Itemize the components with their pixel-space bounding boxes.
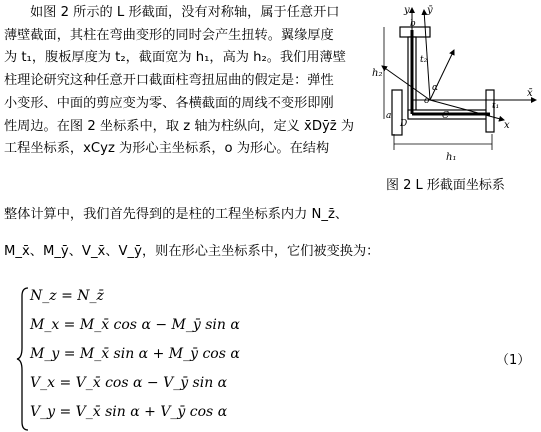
paragraph-line: M_x̄、M_ȳ、V_x̄、V_ȳ，则在形心主坐标系中，它们被变换为： <box>4 244 380 259</box>
paragraph-line: 为 t₁，腹板厚度为 t₂，截面宽为 h₁，高为 h₂。我们用薄壁 <box>4 50 346 66</box>
equation-system <box>16 286 296 432</box>
equation-number: （1） <box>496 353 531 368</box>
equation-line: M_y = M_x̄ sin α + M_ȳ cos α <box>30 346 240 362</box>
dimension-label: b <box>410 19 416 29</box>
axis-label: ȳ <box>427 5 433 16</box>
dimension-label: t₁ <box>492 101 500 111</box>
axis-label: y <box>404 5 410 16</box>
dimension-label: h₂ <box>372 68 383 79</box>
dimension-label: h₁ <box>446 152 457 163</box>
paragraph-line: 柱理论研究这种任意开口截面柱弯扭屈曲的假定是：弹性 <box>4 73 334 89</box>
point-label: D <box>400 119 408 129</box>
dimension-label: a <box>386 111 392 121</box>
equation-line: M_x = M_x̄ cos α − M_ȳ sin α <box>30 317 240 333</box>
point-label: o <box>424 96 430 106</box>
dimension-label: t₂ <box>420 55 428 65</box>
axis-label: x <box>504 120 510 131</box>
equation-line: V_y = V_x̄ sin α + V_ȳ cos α <box>30 404 228 420</box>
paragraph-line: 整体计算中，我们首先得到的是柱的工程坐标系内力 N_z̄、 <box>4 207 349 222</box>
paragraph-line: 小变形、中面的剪应变为零、各横截面的周线不变形即刚 <box>4 95 334 111</box>
equation-line: V_x = V_x̄ cos α − V_ȳ sin α <box>30 375 228 391</box>
paragraph-line: 性周边。在图 2 坐标系中，取 z 轴为柱纵向，定义 x̄Dȳz̄ 为 <box>4 118 355 134</box>
paragraph-line: 工程坐标系，xCyz 为形心主坐标系，o 为形心。在结构 <box>4 141 330 157</box>
body-paragraph <box>4 2 366 161</box>
angle-label: α <box>432 83 439 93</box>
equation-line: N_z = N_z̄ <box>30 288 104 304</box>
left-brace-icon <box>16 286 30 432</box>
l-section-figure <box>364 2 540 170</box>
paragraph-line: 如图 2 所示的 L 形截面，没有对称轴，属于任意开口 <box>30 5 340 20</box>
paragraph-line: 薄壁截面，其柱在弯曲变形的同时会产生扭转。翼缘厚度 <box>4 27 334 43</box>
axis-label: x̄ <box>527 88 533 99</box>
point-label: C <box>442 111 449 121</box>
figure-caption: 图 2 L 形截面坐标系 <box>386 178 505 193</box>
